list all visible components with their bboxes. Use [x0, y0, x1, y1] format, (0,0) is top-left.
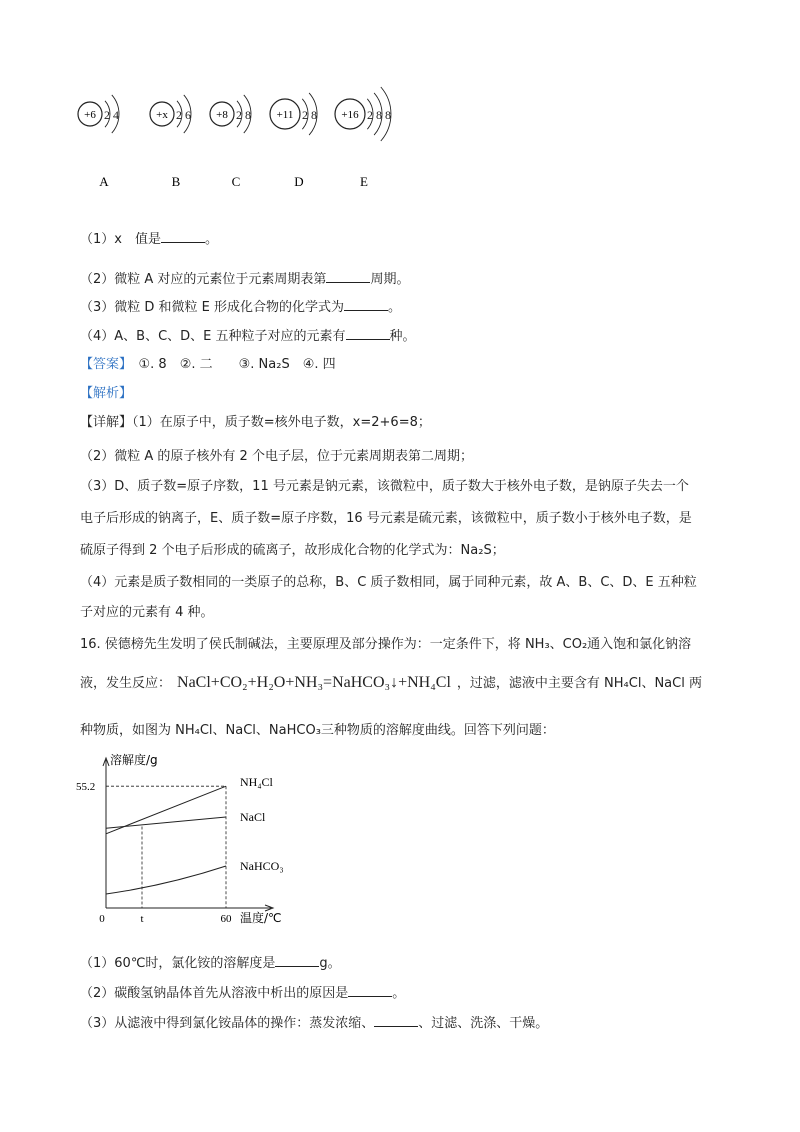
q16-item-2-text: （2）碳酸氢钠晶体首先从溶液中析出的原因是 — [80, 986, 349, 1001]
detail-line-4: 电子后形成的钠离子，E、质子数=原子序数，16 号元素是硫元素，该微粒中，质子数小于核外电子数，是 — [80, 511, 692, 526]
atom-structure-diagram — [70, 62, 430, 202]
y-tick-label: 55.2 — [76, 781, 96, 794]
q16-item-3-end: 、过滤、洗涤、干燥。 — [418, 1016, 549, 1031]
detail-line-1 — [80, 414, 431, 432]
y-axis-label: 溶解度/g — [110, 753, 158, 767]
nucleus-charge: +6 — [84, 109, 96, 121]
shell-electron-count: 8 — [376, 108, 382, 122]
shell-electron-count: 8 — [385, 108, 391, 122]
q15-item-1-text: （1）x 值是 — [80, 232, 161, 247]
q16-item-1-end: g。 — [319, 956, 341, 971]
detail-line-7: 子对应的元素有 4 种。 — [80, 605, 214, 620]
atom-label: B — [171, 174, 181, 189]
q16-item-2-end: 。 — [392, 986, 406, 1001]
detail-line-2: （2）微粒 A 的原子核外有 2 个电子层，位于元素周期表第二周期； — [80, 449, 473, 464]
shell-electron-count: 2 — [176, 108, 182, 122]
detail-line-3: （3）D、质子数=原子序数，11 号元素是钠元素，该微粒中，质子数大于核外电子数，是钠原子失去一个 — [80, 479, 689, 494]
answer-blank[interactable] — [161, 230, 205, 243]
answer-blank[interactable] — [374, 1014, 418, 1027]
answer-line — [80, 356, 336, 374]
series-line — [106, 817, 226, 828]
shell-electron-count: 6 — [185, 108, 191, 122]
atom-C — [210, 95, 251, 189]
q15-item-4-end: 种。 — [389, 329, 416, 344]
q15-item-3-end: 。 — [388, 300, 402, 315]
q15-item-1-end: 。 — [204, 232, 218, 247]
q16-item-3 — [80, 1014, 548, 1033]
atom-B — [150, 95, 191, 189]
detail-text: （1）在原子中，质子数=核外电子数，x=2+6=8； — [132, 415, 431, 430]
q15-item-2 — [80, 270, 409, 289]
answer-blank[interactable] — [346, 327, 390, 340]
x-tick-label: t — [140, 913, 144, 925]
q16-intro-2 — [80, 674, 702, 693]
nucleus-charge: +x — [156, 109, 168, 121]
nucleus-charge: +8 — [216, 109, 228, 121]
x-tick-label: 60 — [220, 913, 232, 925]
shell-electron-count: 2 — [236, 108, 242, 122]
detail-label: 【详解】 — [80, 415, 133, 430]
q16-item-1 — [80, 954, 341, 973]
shell-electron-count: 2 — [104, 108, 110, 122]
atom-D — [270, 93, 317, 189]
series-label: NaHCO₃ — [240, 859, 284, 873]
chemical-equation: NaCl+CO₂+H₂O+NH₃=NaHCO₃↓+NH₄Cl — [177, 674, 451, 691]
answer-blank[interactable] — [344, 298, 388, 311]
shell-electron-count: 8 — [245, 108, 251, 122]
q15-item-2-end: 周期。 — [370, 272, 410, 287]
atom-label: A — [99, 174, 109, 189]
q15-item-4 — [80, 327, 416, 346]
q15-item-2-text: （2）微粒 A 对应的元素位于元素周期表第 — [80, 272, 327, 287]
series-line — [106, 866, 226, 894]
atom-label: D — [294, 174, 304, 189]
q16-intro-2-text: 液，发生反应： — [80, 676, 172, 691]
q15-item-3-text: （3）微粒 D 和微粒 E 形成化合物的化学式为 — [80, 300, 345, 315]
answer-blank[interactable] — [348, 984, 392, 997]
nucleus-charge: +11 — [276, 109, 294, 121]
q16-intro-3: 种物质，如图为 NH₄Cl、NaCl、NaHCO₃三种物质的溶解度曲线。回答下列问题： — [80, 723, 555, 738]
atom-E — [335, 87, 391, 189]
shell-electron-count: 2 — [367, 108, 373, 122]
detail-line-5: 硫原子得到 2 个电子后形成的硫离子，故形成化合物的化学式为：Na₂S； — [80, 543, 505, 558]
series-label: NaCl — [240, 810, 266, 824]
solubility-chart — [76, 752, 296, 927]
nucleus-charge: +16 — [341, 109, 359, 121]
q16-intro-1: 16. 侯德榜先生发明了侯氏制碱法，主要原理及部分操作为：一定条件下，将 NH₃、CO₂通入饱和氯化钠溶 — [80, 637, 692, 652]
atom-A — [78, 95, 119, 189]
shell-electron-count: 2 — [302, 108, 308, 122]
answer-blank[interactable] — [326, 270, 370, 283]
q16-item-3-text: （3）从滤液中得到氯化铵晶体的操作：蒸发浓缩、 — [80, 1016, 375, 1031]
answer-text: ①. 8 ②. 二 ③. Na₂S ④. 四 — [125, 357, 336, 372]
answer-label: 【答案】 — [80, 357, 126, 372]
shell-electron-count: 4 — [113, 108, 119, 122]
q15-item-4-text: （4）A、B、C、D、E 五种粒子对应的元素有 — [80, 329, 346, 344]
analysis-label: 【解析】 — [80, 386, 133, 401]
answer-blank[interactable] — [275, 954, 319, 967]
x-axis-label: 温度/℃ — [240, 911, 282, 925]
q16-intro-2-end: ，过滤，滤液中主要含有 NH₄Cl、NaCl 两 — [456, 676, 702, 691]
q15-item-3 — [80, 298, 401, 317]
detail-line-6: （4）元素是质子数相同的一类原子的总称，B、C 质子数相同，属于同种元素，故 A、B、C、D、E 五种粒 — [80, 575, 697, 590]
x-tick-label: 0 — [99, 913, 105, 925]
q15-item-1 — [80, 230, 218, 249]
q16-item-2 — [80, 984, 405, 1003]
shell-electron-count: 8 — [311, 108, 317, 122]
atom-label: C — [231, 174, 241, 189]
series-label: NH₄Cl — [240, 775, 273, 790]
atom-label: E — [360, 174, 368, 189]
q16-item-1-text: （1）60℃时，氯化铵的溶解度是 — [80, 956, 276, 971]
